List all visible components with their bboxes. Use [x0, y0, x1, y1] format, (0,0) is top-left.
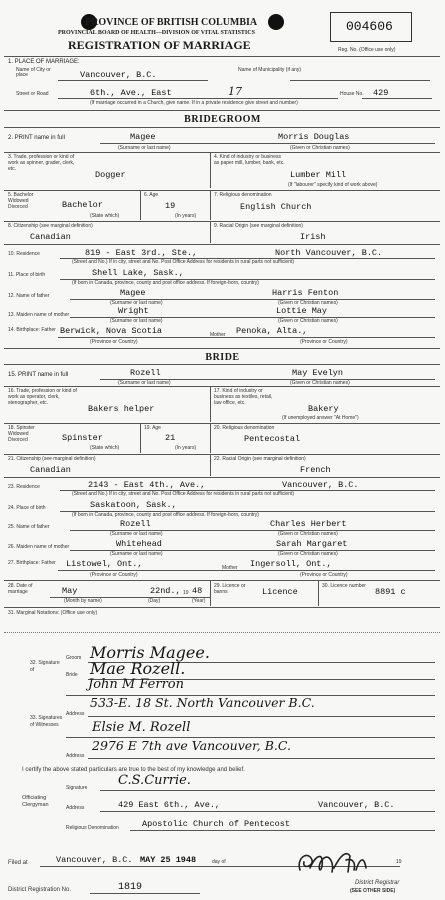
groom-status-label: 5. Bachelor Widowed Divorced — [8, 192, 34, 210]
groom-residence-city: North Vancouver, B.C. — [275, 248, 383, 258]
groom-sig-label: Groom — [66, 655, 82, 661]
bride-status-caption: (State which) — [90, 445, 120, 451]
groom-father-province-caption: (Province or Country) — [90, 339, 138, 345]
place-street-handwritten-mark: 17 — [228, 85, 242, 98]
bride-industry: Bakery — [308, 404, 339, 414]
bride-father-surname: Rozell — [120, 519, 151, 529]
groom-mother-birthplace: Penoka, Alta., — [236, 326, 308, 336]
year-caption: (Year) — [192, 598, 206, 604]
bride-birthplace-caption: (If born in Canada, province, county and post office address. If foreign-born, country) — [72, 512, 259, 518]
groom-birthplace-caption: (If born in Canada, province, county and post office address. If foreign-born, country) — [72, 280, 259, 286]
place-city: Vancouver, B.C. — [80, 70, 157, 80]
bride-age: 21 — [165, 433, 176, 443]
bride-religion-label: 20. Religious denomination — [214, 425, 275, 431]
witness-label: 33. Signatures of Witnesses — [30, 715, 63, 728]
groom-birthplace: Shell Lake, Sask., — [92, 268, 184, 278]
groom-citizenship-label: 8. Citizenship (see marginal definition) — [8, 223, 93, 229]
hole-punch-right — [268, 14, 284, 30]
bride-citizenship: Canadian — [30, 465, 71, 475]
registrar-caption: District Registrar — [355, 880, 400, 886]
groom-signature: Morris Magee. — [90, 643, 210, 662]
groom-father-given-caption: (Given or Christian names) — [278, 300, 338, 306]
church-note: (If marriage occurred in a Church, give name. If in a private residence give street and number) — [90, 100, 298, 106]
month-caption: (Month by name) — [64, 598, 102, 604]
see-other-side: (SEE OTHER SIDE) — [350, 888, 396, 894]
bride-religion: Pentecostal — [244, 434, 301, 444]
place-street: 6th., Ave., East — [90, 88, 172, 98]
bride-father-province-caption: (Province or Country) — [90, 572, 138, 578]
marriage-month: May — [62, 586, 78, 596]
bride-mother-word: Mother — [222, 565, 238, 571]
filed-place: Vancouver, B.C. — [56, 855, 133, 865]
witness2-address-label: Address — [66, 753, 85, 759]
licence-no: 8891 c — [375, 587, 406, 597]
groom-name-label: 2. PRINT name in full — [8, 135, 65, 141]
place-label: 1. PLACE OF MARRIAGE: — [8, 59, 80, 65]
notations-label: 31. Marginal Notations: (Office use only) — [8, 610, 98, 616]
groom-religion-label: 7. Religious denomination — [214, 192, 272, 198]
clergy-signature: C.S.Currie. — [118, 773, 191, 788]
bride-mother-surname: Whitehead — [116, 539, 162, 549]
clergy-label: Officiating Clergyman — [22, 795, 49, 809]
bride-status: Spinster — [62, 433, 103, 443]
groom-mother-given: Lottie May — [276, 306, 328, 316]
witness1-address: 533-E. 18 St. North Vancouver B.C. — [90, 695, 315, 710]
bride-residence: 2143 - East 4th., Ave., — [88, 480, 206, 490]
bride-mother-given: Sarah Margaret — [276, 539, 348, 549]
groom-status-caption: (State which) — [90, 213, 120, 219]
district-no: 1819 — [118, 882, 143, 893]
clergy-address: 429 East 6th., Ave., — [118, 800, 221, 810]
bride-mother-label: 26. Maiden name of mother — [8, 544, 70, 550]
groom-trade-label: 3. Trade, profession or kind of work as spinner, grader, clerk, etc. — [8, 154, 75, 172]
groom-mother-province-caption: (Province or Country) — [300, 339, 348, 345]
groom-origin: Irish — [300, 232, 326, 242]
bride-mother-given-caption: (Given or Christian names) — [278, 551, 338, 557]
groom-industry: Lumber Mill — [290, 170, 347, 180]
groom-father-surname: Magee — [120, 288, 146, 298]
day-caption: (Day) — [148, 598, 161, 604]
bridegroom-heading: BRIDEGROOM — [184, 114, 261, 125]
bride-surname-caption: (Surname or last name) — [118, 380, 171, 386]
city-label: Name of City or place — [16, 67, 51, 78]
bride-trade: Bakers helper — [88, 404, 155, 414]
municipality-label: Name of Municipality (if any) — [238, 67, 302, 73]
bride-age-label: 19. Age — [144, 425, 161, 431]
registrar-signature-icon — [294, 846, 374, 882]
groom-mother-given-caption: (Given or Christian names) — [278, 318, 338, 324]
bride-father-given: Charles Herbert — [270, 519, 347, 529]
street-label: Street or Road — [16, 91, 49, 97]
licence-no-label: 30. Licence number — [322, 583, 366, 589]
marriage-year: 48 — [192, 586, 203, 596]
bride-father-label: 25. Name of father — [8, 524, 50, 530]
bride-age-caption: (In years) — [175, 445, 197, 451]
bride-given: May Evelyn — [292, 368, 344, 378]
groom-age-label: 6. Age — [144, 192, 159, 198]
marriage-year-prefix: 19 — [183, 590, 189, 596]
groom-religion: English Church — [240, 202, 312, 212]
bride-mother-birthplace: Ingersoll, Ont., — [250, 559, 332, 569]
marriage-day: 22nd., — [150, 586, 181, 596]
given-caption: (Given or Christian names) — [290, 145, 350, 151]
date-label: 28. Date of marriage — [8, 583, 33, 595]
groom-mother-label: 13. Maiden name of mother — [8, 312, 70, 318]
bride-heading: BRIDE — [205, 352, 240, 363]
bride-industry-label: 17. Kind of industry or business as textiles, retail, law office, etc. — [214, 388, 273, 406]
surname-caption: (Surname or last name) — [118, 145, 171, 151]
bride-mother-province-caption: (Province or Country) — [300, 572, 348, 578]
bride-residence-label: 23. Residence — [8, 484, 40, 490]
groom-father-given: Harris Fenton — [272, 288, 339, 298]
groom-industry-caption: (If "labourer" specify kind of work above) — [288, 182, 378, 188]
house-label: House No. — [340, 91, 364, 97]
clergy-signature-label: Signature — [66, 785, 88, 791]
denomination-caption: Religious Denomination — [66, 825, 119, 831]
house-no: 429 — [373, 88, 389, 98]
certify-statement: I certify the above stated particulars are true to the best of my knowledge and belief. — [22, 767, 245, 773]
licence-label: 29. Licence or banns — [214, 583, 246, 595]
form-title: REGISTRATION OF MARRIAGE — [68, 38, 251, 52]
groom-status: Bachelor — [62, 200, 103, 210]
district-label: District Registration No. — [8, 887, 72, 893]
licence-type: Licence — [262, 587, 298, 597]
bride-given-caption: (Given or Christian names) — [290, 380, 350, 386]
groom-residence-caption: (Street and No.) If in city, street and No. Post Office Address for residents in rural parts not sufficient) — [72, 259, 295, 265]
bride-surname: Rozell — [130, 368, 161, 378]
groom-origin-label: 9. Racial Origin (see marginal definition) — [214, 223, 303, 229]
groom-mother-surname: Wright — [118, 306, 149, 316]
groom-mother-surname-caption: (Surname or last name) — [110, 318, 163, 324]
groom-residence-label: 10. Residence — [8, 251, 40, 257]
bride-status-label: 18. Spinster Widowed Divorced — [8, 425, 35, 443]
groom-residence: 819 - East 3rd., Ste., — [85, 248, 198, 258]
groom-citizenship: Canadian — [30, 232, 71, 242]
header-title-line1: PROVINCE OF BRITISH COLUMBIA — [85, 17, 258, 28]
bride-sig-label: Bride — [66, 672, 78, 678]
groom-given: Morris Douglas — [278, 132, 350, 142]
clergy-church: Apostolic Church of Pentecost — [142, 819, 290, 829]
filed-date: MAY 25 1948 — [140, 855, 197, 865]
filed-nineteen: 19 — [396, 859, 402, 865]
groom-age-caption: (In years) — [175, 213, 197, 219]
filed-day-of: day of — [212, 859, 226, 865]
header-title-line2: PROVINCIAL BOARD OF HEALTH—DIVISION OF VITAL STATISTICS — [58, 30, 255, 36]
witness1-address-label: Address — [66, 711, 85, 717]
groom-father-birthplace: Berwick, Nova Scotia — [60, 326, 163, 336]
witness2-signature: Elsie M. Rozell — [92, 720, 191, 735]
bride-name-label: 15. PRINT name in full — [8, 372, 69, 378]
bride-residence-caption: (Street and No.) If in city, street and No. Post Office Address for residents in rural parts not sufficient) — [72, 491, 295, 497]
bride-residence-city: Vancouver, B.C. — [282, 480, 359, 490]
bride-industry-caption: (If unemployed answer "At Home") — [282, 415, 359, 421]
groom-industry-label: 4. Kind of industry or business as paper mill, lumber, bank, etc. — [214, 154, 285, 166]
bride-citizenship-label: 21. Citizenship (see marginal definition) — [8, 456, 96, 462]
groom-surname: Magee — [130, 132, 156, 142]
clergy-address-label: Address — [66, 805, 85, 811]
filed-label: Filed at — [8, 860, 28, 866]
bride-father-given-caption: (Given or Christian names) — [278, 531, 338, 537]
reg-no-label: Reg. No. (Office use only) — [338, 47, 396, 53]
bride-signature: Mae Rozell. — [90, 659, 186, 678]
groom-age: 19 — [165, 201, 176, 211]
bride-mother-surname-caption: (Surname or last name) — [110, 551, 163, 557]
reg-no: 004606 — [346, 19, 393, 34]
bride-birthplace-label: 24. Place of birth — [8, 505, 46, 511]
bride-father-surname-caption: (Surname or last name) — [110, 531, 163, 537]
bride-trade-label: 16. Trade, profession or kind of work as operator, clerk, stenographer, etc. — [8, 388, 77, 406]
bride-birthplaces-label: 27. Birthplace: Father — [8, 560, 56, 566]
groom-father-surname-caption: (Surname or last name) — [110, 300, 163, 306]
bride-origin: French — [300, 465, 331, 475]
groom-mother-word: Mother — [210, 332, 226, 338]
groom-trade: Dogger — [95, 170, 126, 180]
witness2-address: 2976 E 7th ave Vancouver, B.C. — [92, 738, 291, 753]
bride-birthplace: Saskatoon, Sask., — [90, 500, 177, 510]
groom-father-label: 12. Name of father — [8, 293, 50, 299]
clergy-city: Vancouver, B.C. — [318, 800, 395, 810]
signature-label: 32. Signature of — [30, 660, 60, 673]
bride-father-birthplace: Listowel, Ont., — [66, 559, 143, 569]
groom-birthplace-label: 11. Place of birth — [8, 272, 46, 278]
groom-birthplaces-label: 14. Birthplace: Father — [8, 327, 56, 333]
witness1-signature: John M Ferron — [88, 677, 184, 692]
bride-origin-label: 22. Racial Origin (see marginal definition) — [214, 456, 306, 462]
